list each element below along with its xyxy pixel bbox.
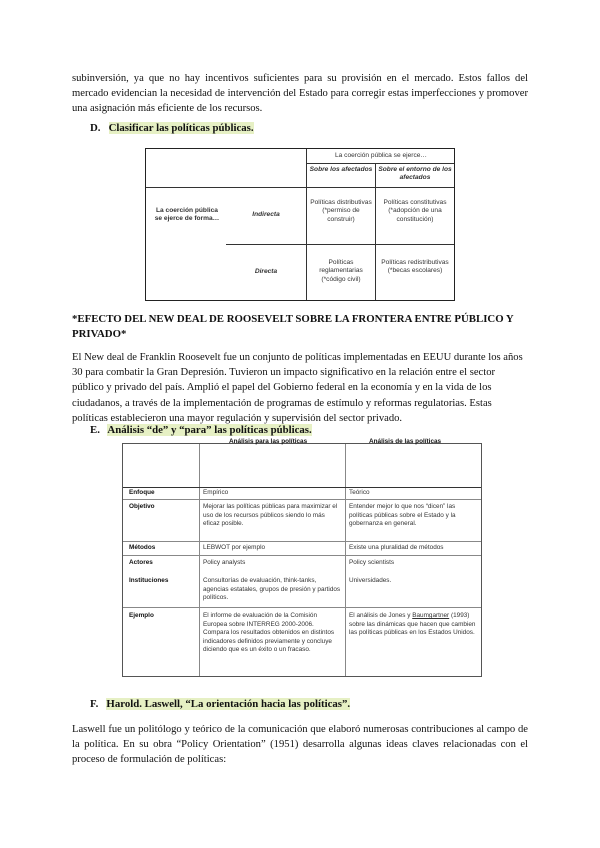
t1-top-header: La coerción pública se ejerce… xyxy=(335,152,427,159)
t1-col2: Sobre el entorno de los afectados xyxy=(378,166,452,182)
t2-ejemplo-para: El informe de evaluación de la Comisión Europea sobre INTERREG 2000-2006. Compara los resultados obtenidos en distintos indicadores definidos previamente y concluye diciendo que es un éxito o un fracaso. xyxy=(203,612,335,654)
section-e-label: E. xyxy=(90,424,100,436)
section-f-heading xyxy=(90,698,350,710)
t2-metodos-para: LEBWOT por ejemplo xyxy=(203,544,266,551)
t1-col1: Sobre los afectados xyxy=(309,166,373,173)
t2-ejemplo-de-prefix: El análisis de Jones y xyxy=(349,612,413,619)
t2-objetivo-de: Entender mejor lo que nos “dicen” las políticas públicas sobre el Estado y la gobernanza en general. xyxy=(349,503,456,528)
t1-row2: Directa xyxy=(254,268,278,275)
t1-row1: Indirecta xyxy=(252,211,280,218)
t2-objetivo-label: Objetivo xyxy=(129,503,155,510)
policy-classification-table xyxy=(145,148,455,301)
t2-ejemplo-de xyxy=(349,612,477,638)
section-e-title: Análisis “de” y “para” las políticas públicas. xyxy=(107,424,312,436)
t2-actores-label: Actores xyxy=(129,559,153,566)
intro-paragraph: subinversión, ya que no hay incentivos suficientes para su provisión en el mercado. Estos fallos del mercado evidencian la necesidad de intervención del Estado para corregir estas imperfecciones y promover una asignación más eficiente de los recursos. xyxy=(72,73,528,115)
t1-cell-12: Políticas constitutivas (*adopción de una constitución) xyxy=(383,199,447,223)
section-d-heading xyxy=(90,122,254,134)
analysis-table xyxy=(122,438,482,677)
t1-cell-11: Políticas distributivas (*permiso de construir) xyxy=(310,199,372,223)
t2-metodos-de: Existe una pluralidad de métodos xyxy=(349,544,444,551)
t2-col-para: Análisis para las políticas xyxy=(229,438,308,445)
section-f-label: F. xyxy=(90,698,99,710)
t2-instituciones-label: Instituciones xyxy=(129,577,169,584)
t2-objetivo-para: Mejorar las políticas públicas para maximizar el uso de los recursos públicos siendo lo más eficaz posible. xyxy=(203,503,338,528)
section-d-title: Clasificar las políticas públicas. xyxy=(108,122,254,134)
new-deal-title: *EFECTO DEL NEW DEAL DE ROOSEVELT SOBRE LA FRONTERA ENTRE PÚBLICO Y PRIVADO* xyxy=(72,313,514,340)
t2-instituciones-de: Universidades. xyxy=(349,577,392,584)
section-d-label: D. xyxy=(90,122,101,134)
t1-row-header: La coerción pública se ejerce de forma… xyxy=(154,207,220,223)
section-f-title: Harold. Laswell, “La orientación hacia las políticas”. xyxy=(106,698,351,710)
section-e-heading xyxy=(90,424,312,436)
t2-actores-para: Policy analysts xyxy=(203,559,246,566)
t2-ejemplo-de-suffix: (1993) sobre las dinámicas que hacen que cambien las políticas públicas en los Estados Unidos. xyxy=(349,612,476,637)
t2-actores-de: Policy scientists xyxy=(349,559,395,566)
t2-col-de: Análisis de las políticas xyxy=(369,438,442,445)
t2-ejemplo-label: Ejemplo xyxy=(129,612,154,619)
t2-enfoque-label: Enfoque xyxy=(129,489,155,496)
t2-enfoque-de: Teórico xyxy=(349,489,370,496)
t1-cell-21: Políticas reglamentarias (*código civil) xyxy=(319,259,363,283)
t2-instituciones-para: Consultorías de evaluación, think-tanks, agencias estatales, grupos de presión y partidos políticos. xyxy=(203,577,341,602)
laswell-paragraph: Laswell fue un politólogo y teórico de la comunicación que elaboró numerosas contribuciones al campo de la política. En su obra “Policy Orientation” (1951) desarrolla algunas ideas claves relacionadas con el proceso de formulación de políticas: xyxy=(72,724,528,766)
t2-enfoque-para: Empírico xyxy=(203,489,229,496)
t1-cell-22: Políticas redistributivas (*becas escolares) xyxy=(381,259,449,275)
t2-ejemplo-de-author: Baumgartner xyxy=(412,612,450,619)
new-deal-paragraph: El New deal de Franklin Roosevelt fue un conjunto de políticas implementadas en EEUU durante los años 30 para combatir la Gran Depresión. Tuvieron un impacto significativo en la relación entre el sector público y privado del país. Amplió el papel del Gobierno federal en la economía y en la vida de los ciudadanos, a través de la implementación de programas de estímulo y reformas regulatorias. Estas políticas establecieron una mayor regulación y supervisión del sector privado. xyxy=(72,352,523,424)
t2-metodos-label: Métodos xyxy=(129,544,156,551)
